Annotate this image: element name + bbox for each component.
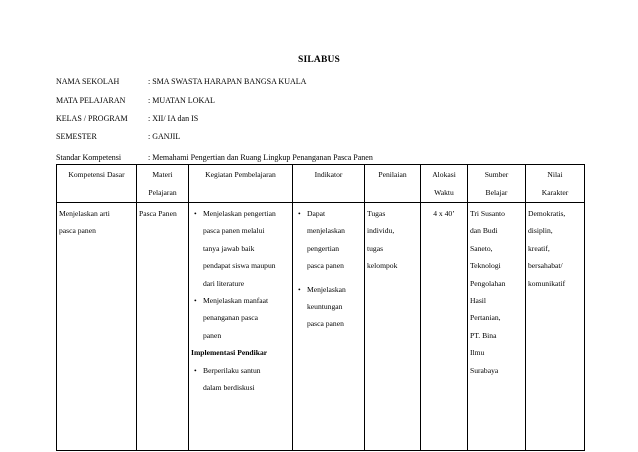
pendikar-heading: Implementasi Pendikar (191, 348, 268, 358)
cell-penilaian: Tugas individu, tugas kelompok (365, 203, 421, 451)
header-kompetensi: Kompetensi Dasar (57, 165, 137, 203)
cell-indikator (293, 203, 365, 451)
header-materi: Materi Pelajaran (137, 165, 189, 203)
cell-alokasi: 4 x 40’ (421, 203, 468, 451)
header-nilai: Nilai Karakter (526, 165, 585, 203)
cell-sumber: Tri Susanto dan Budi Saneto, Teknologi Pengolahan Hasil Pertanian, PT. Bina Ilmu Surabaya (468, 203, 526, 451)
standar-label: Standar Kompetensi (56, 153, 122, 162)
kegiatan-bullet: • Menjelaskan pengertian pasca panen melalui tanya jawab baik pendapat siswa maupun dari literature (191, 205, 290, 292)
cell-kompetensi: Menjelaskan arti pasca panen (57, 203, 137, 451)
header-penilaian: Penilaian (365, 165, 421, 203)
table-row (57, 203, 585, 451)
standar-value: : Memahami Pengertian dan Ruang Lingkup Penanganan Pasca Panen (148, 153, 373, 162)
info-value: : MUATAN LOKAL (148, 96, 215, 105)
kegiatan-bullet: • Berperilaku santun dalam berdiskusi (191, 362, 290, 397)
header-indikator: Indikator (293, 165, 365, 203)
document-title: SILABUS (297, 55, 341, 65)
info-label: SEMESTER (56, 132, 97, 141)
table-header-row (57, 165, 585, 203)
indikator-bullet: • Dapat menjelaskan pengertian pasca panen (295, 205, 362, 275)
info-label: NAMA SEKOLAH (56, 77, 120, 86)
info-value: : GANJIL (148, 132, 181, 141)
header-kegiatan: Kegiatan Pembelajaran (189, 165, 293, 203)
cell-kegiatan (189, 203, 293, 451)
kegiatan-bullet: • Menjelaskan manfaat penanganan pasca panen (191, 292, 290, 344)
info-label: MATA PELAJARAN (56, 96, 126, 105)
info-value: : XII/ IA dan IS (148, 114, 199, 123)
cell-nilai: Demokratis, disiplin, kreatif, bersahabat/ komunikatif (526, 203, 585, 451)
indikator-bullet: • Menjelaskan keuntungan pasca panen (295, 281, 362, 333)
cell-materi: Pasca Panen (137, 203, 189, 451)
header-sumber: Sumber Belajar (468, 165, 526, 203)
info-label: KELAS / PROGRAM (56, 114, 128, 123)
syllabus-table (56, 164, 585, 451)
info-value: : SMA SWASTA HARAPAN BANGSA KUALA (148, 77, 307, 86)
header-alokasi: Alokasi Waktu (421, 165, 468, 203)
